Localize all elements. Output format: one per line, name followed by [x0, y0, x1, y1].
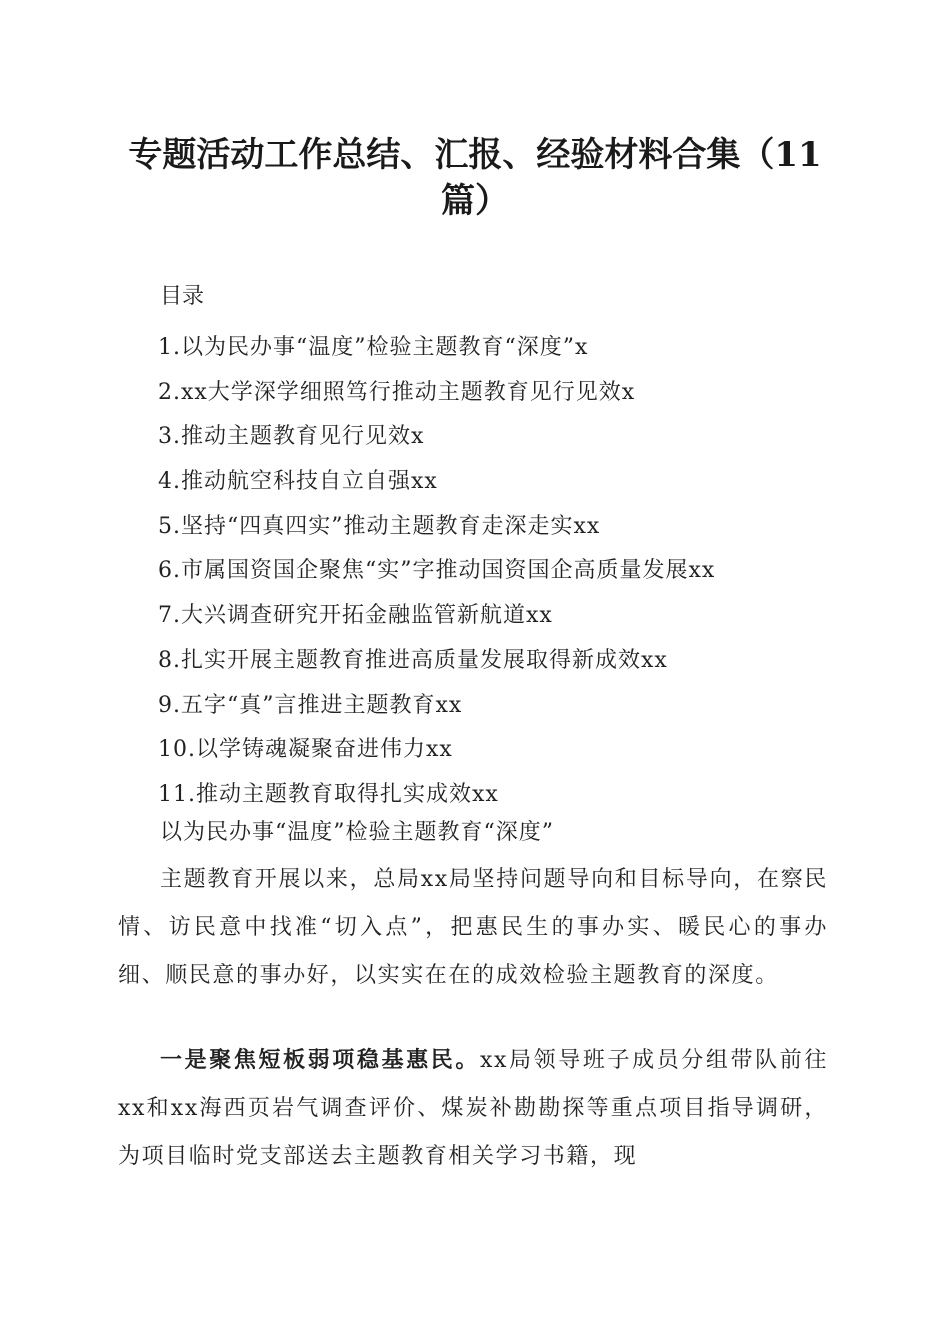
toc-list [158, 326, 715, 818]
toc-item-4: 4.推动航空科技自立自强xx [158, 469, 438, 495]
document-title: 专题活动工作总结、汇报、经验材料合集（11篇） [128, 135, 822, 221]
article-title: 以为民办事“温度”检验主题教育“深度” [160, 820, 554, 845]
toc-item-11: 11.推动主题教育取得扎实成效xx [158, 781, 499, 807]
toc-item-9: 9.五字“真”言推进主题教育xx [158, 692, 463, 718]
toc-heading: 目录 [160, 284, 205, 309]
paragraph-lead-phrase: 一是聚焦短板弱项稳基惠民。 [160, 1047, 480, 1073]
toc-item-7: 7.大兴调查研究开拓金融监管新航道xx [158, 603, 553, 629]
paragraph-body-text: xx局领导班子成员分组带队前往xx和xx海西页岩气调查评价、煤炭补勘勘探等重点项目指导调研，为项目临时党支部送去主题教育相关学习书籍，现 [118, 1048, 828, 1169]
toc-item-8: 8.扎实开展主题教育推进高质量发展取得新成效xx [158, 647, 668, 673]
article-paragraph-intro: 主题教育开展以来，总局xx局坚持问题导向和目标导向，在察民情、访民意中找准“切入点”，把惠民生的事办实、暖民心的事办细、顺民意的事办好，以实实在在的成效检验主题教育的深度。 [118, 867, 828, 988]
toc-item-3: 3.推动主题教育见行见效x [158, 424, 425, 450]
article-paragraph-point-1 [118, 1036, 828, 1181]
toc-item-6: 6.市属国资国企聚焦“实”字推动国资国企高质量发展xx [158, 558, 716, 584]
toc-item-10: 10.以学铸魂凝聚奋进伟力xx [158, 737, 453, 763]
toc-item-5: 5.坚持“四真四实”推动主题教育走深走实xx [158, 513, 601, 539]
toc-item-1: 1.以为民办事“温度”检验主题教育“深度”x [158, 335, 589, 360]
toc-item-2: 2.xx大学深学细照笃行推动主题教育见行见效x [158, 379, 636, 405]
